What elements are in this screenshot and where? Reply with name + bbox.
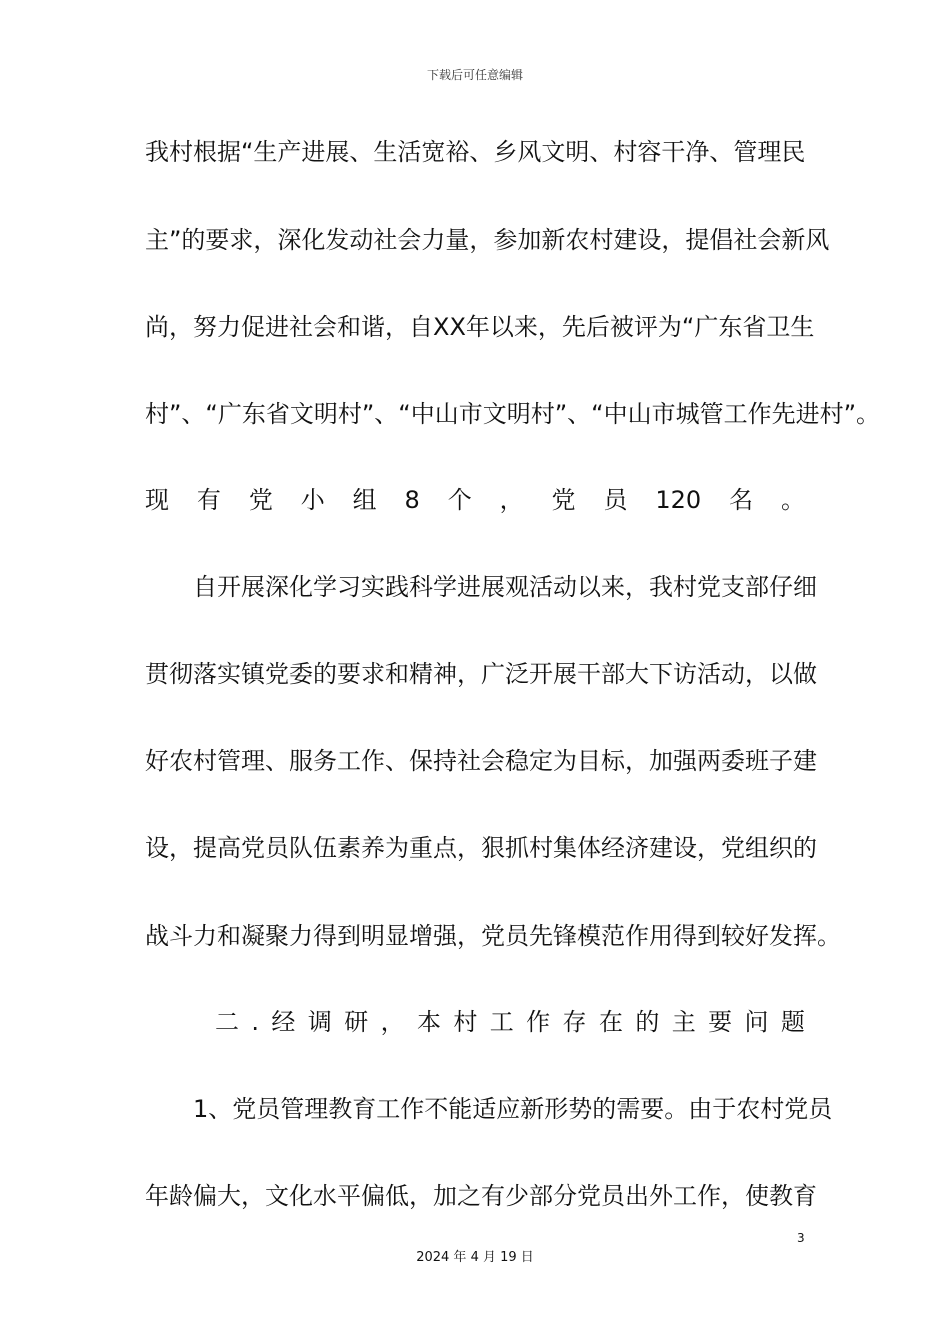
body-line: 尚，努力促进社会和谐，自XX年以来，先后被评为“广东省卫生 (145, 313, 815, 341)
spaced-char: 经 (271, 1008, 296, 1036)
spaced-char: ， (380, 1008, 405, 1036)
spaced-char: ， (499, 486, 524, 514)
spaced-char: 现 (145, 486, 169, 514)
spaced-char: 要 (708, 1008, 733, 1036)
spaced-char: 员 (603, 486, 628, 514)
spaced-char: 名 (729, 486, 754, 514)
body-line: 我村根据“生产进展、生活宽裕、乡风文明、村容干净、管理民 (145, 138, 806, 166)
page-footer-date: 2024 年 4 月 19 日 (416, 1250, 534, 1265)
spaced-char: 研 (344, 1008, 369, 1036)
section-heading (215, 1006, 805, 1038)
spaced-char: 有 (196, 486, 221, 514)
body-line: 贯彻落实镇党委的要求和精神，广泛开展干部大下访活动，以做 (145, 660, 817, 688)
spaced-char: 本 (416, 1008, 441, 1036)
spaced-char: 存 (562, 1008, 587, 1036)
spaced-char: 村 (453, 1008, 478, 1036)
spaced-char: 个 (447, 486, 472, 514)
body-line: 村”、“广东省文明村”、“中山市文明村”、“中山市城管工作先进村”。 (145, 400, 881, 428)
spaced-char: 120 (655, 486, 702, 514)
spaced-char: 组 (352, 486, 377, 514)
spaced-char: 工 (489, 1008, 514, 1036)
spaced-line (145, 484, 805, 516)
body-line: 主”的要求，深化发动社会力量，参加新农村建设，提倡社会新风 (145, 226, 830, 254)
spaced-char: 调 (307, 1008, 332, 1036)
body-line: 战斗力和凝聚力得到明显增强，党员先锋模范作用得到较好发挥。 (145, 922, 841, 950)
spaced-char: 问 (744, 1008, 769, 1036)
spaced-char: 的 (635, 1008, 660, 1036)
body-line: 年龄偏大，文化水平偏低，加之有少部分党员出外工作，使教育 (145, 1182, 817, 1210)
spaced-char: 在 (598, 1008, 623, 1036)
spaced-char: . (251, 1008, 260, 1036)
spaced-char: 作 (526, 1008, 551, 1036)
page-number: 3 (797, 1231, 805, 1245)
paragraph-first-line: 自开展深化学习实践科学进展观活动以来，我村党支部仔细 (193, 573, 817, 601)
spaced-char: 小 (300, 486, 325, 514)
spaced-char: 党 (551, 486, 576, 514)
body-line: 设，提高党员队伍素养为重点，狠抓村集体经济建设，党组织的 (145, 834, 817, 862)
page-header: 下载后可任意编辑 (426, 68, 523, 82)
spaced-char: 8 (404, 486, 420, 514)
spaced-char: 党 (248, 486, 273, 514)
body-line: 好农村管理、服务工作、保持社会稳定为目标，加强两委班子建 (145, 747, 817, 775)
spaced-char: 题 (780, 1008, 805, 1036)
spaced-char: 二 (215, 1008, 239, 1036)
paragraph-first-line: 1、党员管理教育工作不能适应新形势的需要。由于农村党员 (193, 1095, 833, 1123)
spaced-char: 。 (780, 486, 805, 514)
spaced-char: 主 (671, 1008, 696, 1036)
